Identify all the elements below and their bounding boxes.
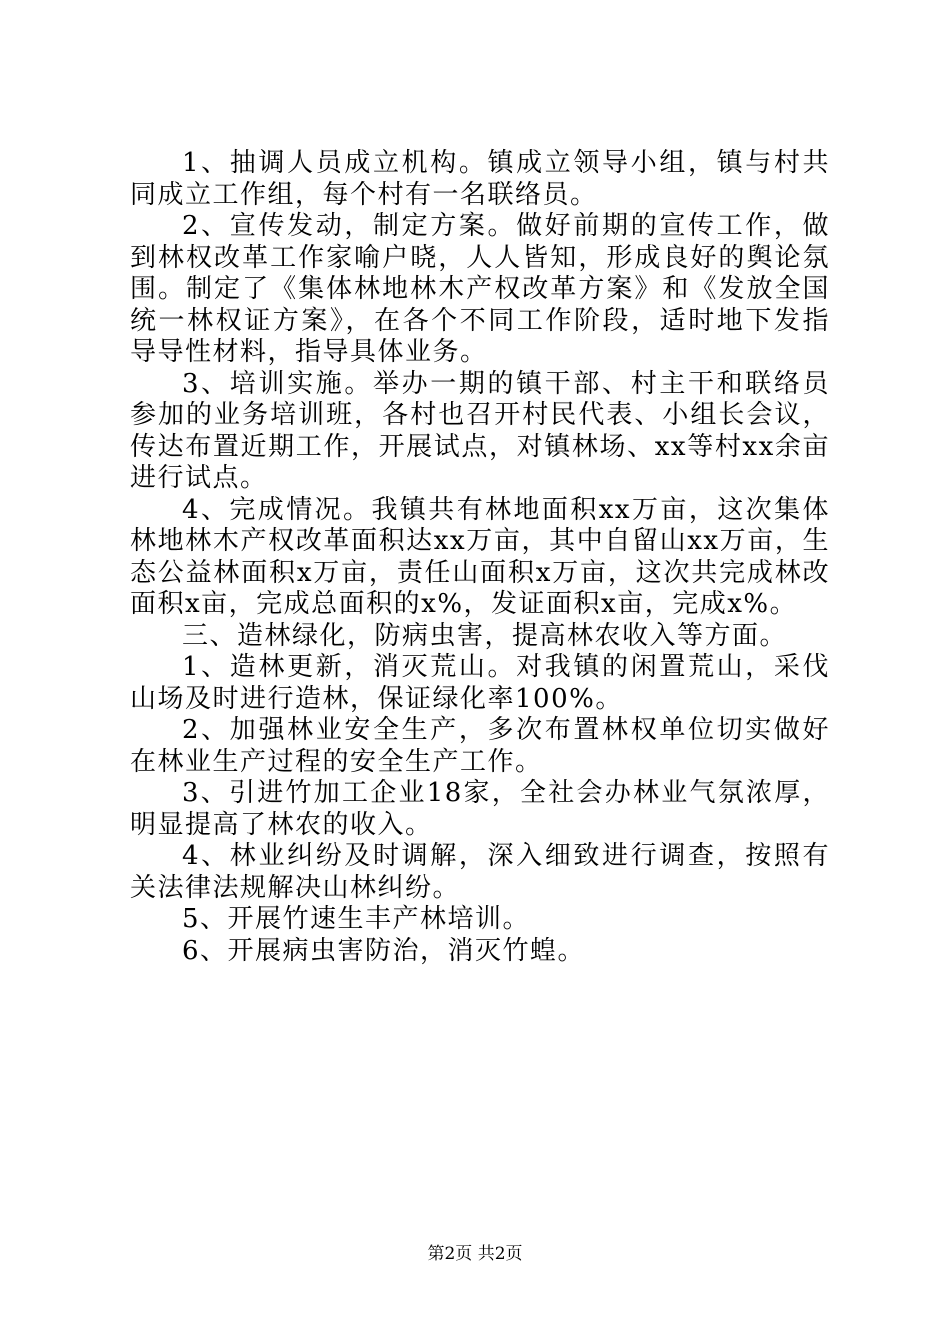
paragraph: 2、加强林业安全生产，多次布置林权单位切实做好在林业生产过程的安全生产工作。 [130,715,830,777]
paragraph: 6、开展病虫害防治，消灭竹蝗。 [182,935,586,966]
section-heading: 三、造林绿化，防病虫害，提高林农收入等方面。 [182,620,788,651]
page-number: 第2页 [427,1244,473,1264]
paragraph: 1、抽调人员成立机构。镇成立领导小组，镇与村共同成立工作组，每个村有一名联络员。 [130,148,830,210]
page-total: 共2页 [477,1244,523,1264]
paragraph: 4、完成情况。我镇共有林地面积xx万亩，这次集体林地林木产权改革面积达xx万亩，其中自留山xx万亩，生态公益林面积x万亩，责任山面积x万亩，这次共完成林改面积x亩，完成总面积的x%，发证面积x亩，完成x%。 [130,494,830,619]
document-body [130,148,830,967]
paragraph: 4、林业纠纷及时调解，深入细致进行调查，按照有关法律法规解决山林纠纷。 [130,841,830,903]
paragraph: 2、宣传发动，制定方案。做好前期的宣传工作，做到林权改革工作家喻户晓，人人皆知，形成良好的舆论氛围。制定了《集体林地林木产权改革方案》和《发放全国统一林权证方案》，在各个不同工作阶段，适时地下发指导导性材料，指导具体业务。 [130,211,830,367]
paragraph: 3、培训实施。举办一期的镇干部、村主干和联络员参加的业务培训班，各村也召开村民代表、小组长会议，传达布置近期工作，开展试点，对镇林场、xx等村xx余亩进行试点。 [130,368,830,493]
page-footer [0,1244,950,1264]
paragraph: 1、造林更新，消灭荒山。对我镇的闲置荒山，采伐山场及时进行造林，保证绿化率100%。 [130,652,830,714]
paragraph: 3、引进竹加工企业18家，全社会办林业气氛浓厚，明显提高了林农的收入。 [130,778,830,840]
paragraph: 5、开展竹速生丰产林培训。 [182,904,531,934]
